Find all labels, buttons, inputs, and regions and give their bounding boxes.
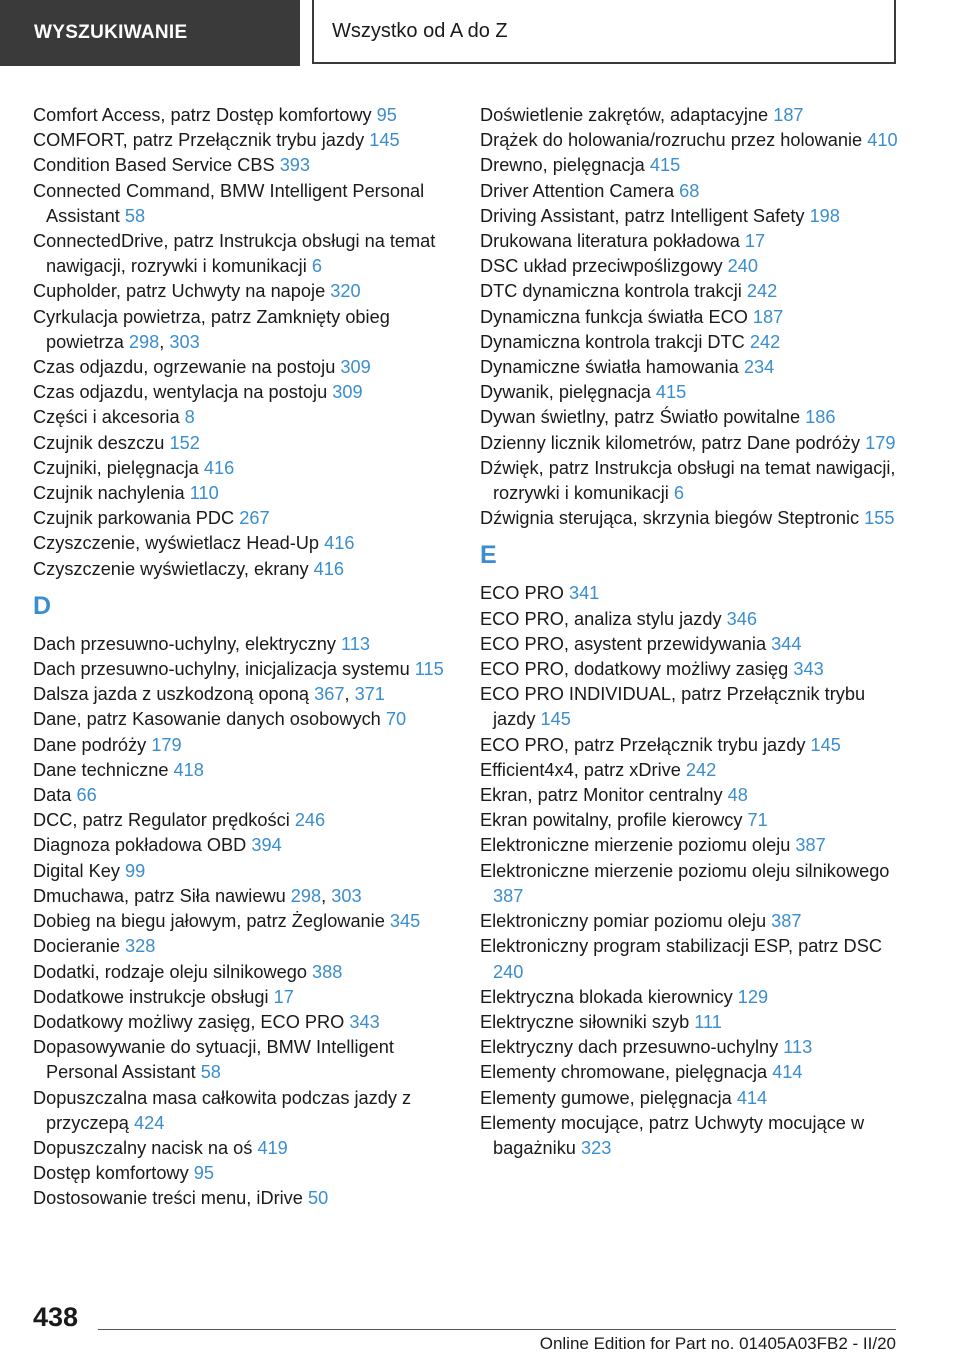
index-entry-term: Dynamiczne światła hamowania	[480, 357, 739, 378]
index-entry-term: Dostęp komfortowy	[33, 1163, 189, 1184]
index-entry-term: Elektryczne siłowniki szyb	[480, 1011, 690, 1032]
page-link[interactable]: 414	[772, 1062, 803, 1083]
index-column-right	[480, 103, 910, 1161]
index-entry-term: Drążek do holowania/rozruchu przez holowanie	[480, 130, 863, 151]
page-link[interactable]: 309	[340, 357, 371, 378]
page-link[interactable]: 155	[864, 508, 895, 529]
page-link[interactable]: 234	[743, 357, 775, 378]
index-entry	[480, 1010, 910, 1035]
index-entry	[480, 254, 910, 279]
index-entry	[480, 607, 910, 632]
index-entry-term: Dopuszczalna masa całkowita podczas jazdy z przyczepą	[33, 1087, 412, 1133]
index-entry	[480, 758, 910, 783]
page-link[interactable]: 267	[239, 508, 270, 529]
index-entry	[33, 859, 463, 884]
index-entry-term: Efficient4x4, patrz xDrive	[480, 759, 681, 780]
page-link[interactable]: 6	[673, 483, 685, 504]
index-entry-term: Cyrkulacja powietrza, patrz Zamknięty obieg powietrza	[33, 306, 390, 352]
index-entry	[480, 682, 910, 732]
index-entry-term: Dynamiczna funkcja światła ECO	[480, 306, 748, 327]
page-link[interactable]: 393	[279, 155, 311, 176]
index-entry-term: Dopasowywanie do sytuacji, BMW Intelligent Personal Assistant	[33, 1037, 394, 1083]
index-entry-term: Doświetlenie zakrętów, adaptacyjne	[480, 105, 769, 125]
page-link[interactable]: 371	[354, 684, 385, 705]
page-link[interactable]: 298	[290, 885, 322, 906]
page-link[interactable]: 48	[727, 785, 748, 806]
page-link[interactable]: 113	[783, 1037, 813, 1058]
page-link[interactable]: 110	[189, 483, 219, 504]
page-link[interactable]: 416	[313, 558, 345, 579]
index-entry-term: Dywan świetlny, patrz Światło powitalne	[480, 407, 801, 428]
page-link[interactable]: 111	[694, 1011, 722, 1032]
index-entry	[33, 1010, 463, 1035]
index-entry	[480, 405, 910, 430]
index-entry	[33, 1136, 463, 1161]
page-link[interactable]: 246	[294, 810, 326, 831]
page-link[interactable]: 240	[727, 256, 759, 277]
page-link[interactable]: 198	[809, 205, 840, 226]
index-entry-term: Driver Attention Camera	[480, 180, 675, 201]
page-link[interactable]: 240	[493, 961, 524, 982]
index-entry	[33, 531, 463, 556]
index-entry-term: Dodatkowy możliwy zasięg, ECO PRO	[33, 1011, 345, 1032]
index-entry	[33, 632, 463, 657]
page-link[interactable]: 58	[200, 1062, 221, 1083]
index-entry	[480, 128, 910, 153]
index-entry-term: DCC, patrz Regulator prędkości	[33, 810, 290, 831]
index-entry: Cyrkulacja powietrza, patrz Zamknięty obieg powietrza 298, 303	[33, 306, 390, 352]
page-link[interactable]: 341	[568, 583, 600, 604]
index-entry-term: Dynamiczna kontrola trakcji DTC	[480, 331, 745, 352]
index-entry-term: Czyszczenie wyświetlaczy, ekrany	[33, 558, 309, 579]
page-link[interactable]: 416	[203, 457, 235, 478]
page-number: 438	[33, 1302, 79, 1332]
index-entry-term: Dywanik, pielęgnacja	[480, 382, 651, 403]
footer-divider	[98, 1329, 896, 1330]
index-entry-term: Cupholder, patrz Uchwyty na napoje	[33, 281, 326, 302]
page-link[interactable]: 323	[580, 1137, 612, 1158]
index-entry-term: Dane podróży	[33, 734, 147, 755]
index-entry	[480, 204, 910, 229]
index-entry-term: Elektryczny dach przesuwno-uchylny	[480, 1037, 779, 1058]
page-link[interactable]: 303	[169, 331, 200, 352]
index-entry-term: Dźwięk, patrz Instrukcja obsługi na temat nawigacji, rozrywki i komunikacji	[480, 457, 896, 504]
page-link[interactable]: 70	[385, 709, 407, 730]
page-link[interactable]: 145	[540, 709, 571, 730]
index-entry	[33, 506, 463, 531]
index-entry	[33, 229, 463, 279]
index-entry-term: Elektroniczny pomiar poziomu oleju	[480, 911, 767, 932]
index-entry	[480, 330, 910, 355]
page-link[interactable]: 17	[273, 986, 294, 1007]
index-entry	[33, 783, 463, 808]
page-link[interactable]: 113	[340, 633, 370, 654]
index-entry-term: Dopuszczalny nacisk na oś	[33, 1137, 253, 1158]
page-link[interactable]: 242	[749, 331, 781, 352]
page-link[interactable]: 328	[125, 936, 156, 957]
index-letter-heading: E	[480, 541, 497, 570]
page-link[interactable]: 346	[726, 608, 758, 629]
index-entry	[480, 733, 910, 758]
page-link[interactable]: 179	[151, 734, 182, 755]
index-entry	[480, 934, 910, 984]
index-entry	[480, 581, 910, 606]
page-link[interactable]: 424	[133, 1112, 165, 1133]
index-entry	[480, 909, 910, 934]
index-entry	[33, 103, 463, 128]
page-link[interactable]: 415	[655, 382, 687, 403]
index-entry	[480, 985, 910, 1010]
page-link[interactable]: 416	[324, 533, 355, 554]
index-entry-term: Dobieg na biegu jałowym, patrz Żeglowanie	[33, 911, 385, 932]
index-entry	[33, 1161, 463, 1186]
page-link[interactable]: 387	[493, 885, 524, 906]
index-entry-term: Docieranie	[33, 936, 120, 957]
index-entry	[33, 405, 463, 430]
index-entry	[33, 985, 463, 1010]
index-entry-term: ECO PRO, analiza stylu jazdy	[480, 608, 722, 629]
page-link[interactable]: 17	[744, 231, 766, 252]
page-link[interactable]: 387	[771, 911, 802, 932]
index-entry-term: Connected Command, BMW Intelligent Personal Assistant	[33, 180, 425, 226]
page-link[interactable]: 99	[125, 860, 146, 881]
index-entry-term: Drewno, pielęgnacja	[480, 155, 645, 176]
page-link[interactable]: 343	[793, 659, 824, 680]
page-link[interactable]: 345	[389, 911, 421, 932]
page-link[interactable]: 410	[867, 130, 898, 151]
index-entry	[33, 355, 463, 380]
index-entry-term: Dodatki, rodzaje oleju silnikowego	[33, 961, 307, 982]
index-entry	[480, 305, 910, 330]
page-link[interactable]: 115	[414, 659, 444, 680]
page-link[interactable]: 367	[314, 684, 345, 705]
index-entry-term: Dostosowanie treści menu, iDrive	[33, 1188, 303, 1209]
index-entry-term: Dane, patrz Kasowanie danych osobowych	[33, 709, 381, 730]
index-entry: Dalsza jazda z uszkodzoną oponą 367, 371	[33, 684, 385, 705]
chapter-tab[interactable]: Wszystko od A do Z	[312, 0, 896, 64]
page-link[interactable]: 58	[124, 205, 146, 226]
edition-info: Online Edition for Part no. 01405A03FB2 - II/20	[539, 1334, 896, 1353]
index-entry	[33, 179, 463, 229]
index-entry	[33, 808, 463, 833]
page-link[interactable]: 145	[369, 130, 400, 151]
index-entry-term: Elektryczna blokada kierownicy	[480, 986, 733, 1007]
index-entry	[480, 456, 910, 506]
index-entry-term: Diagnoza pokładowa OBD	[33, 835, 247, 856]
index-entry-term: Condition Based Service CBS	[33, 155, 275, 176]
page-link[interactable]: 179	[865, 432, 896, 453]
index-entry	[33, 1035, 463, 1085]
index-entry-term: Elementy chromowane, pielęgnacja	[480, 1062, 768, 1083]
page-link[interactable]: 242	[746, 281, 778, 302]
index-entry	[480, 380, 910, 405]
index-entry	[480, 179, 910, 204]
page-link[interactable]: 145	[810, 734, 841, 755]
index-entry	[480, 859, 910, 909]
page-header	[0, 0, 960, 66]
index-entry-term: Elementy gumowe, pielęgnacja	[480, 1087, 732, 1108]
page-link[interactable]: 186	[805, 407, 836, 428]
page-link[interactable]: 242	[685, 759, 717, 780]
index-entry-term: COMFORT, patrz Przełącznik trybu jazdy	[33, 130, 365, 151]
page-link[interactable]: 419	[257, 1137, 288, 1158]
index-entry-term: ECO PRO, dodatkowy możliwy zasięg	[480, 659, 789, 680]
page-link[interactable]: 50	[307, 1188, 329, 1209]
page-link[interactable]: 152	[169, 432, 200, 453]
page-link[interactable]: 129	[737, 986, 769, 1007]
section-tab-search[interactable]: WYSZUKIWANIE	[0, 0, 300, 66]
index-entry: Dmuchawa, patrz Siła nawiewu 298, 303	[33, 885, 362, 906]
index-entry	[480, 632, 910, 657]
index-entry-term: Ekran, patrz Monitor centralny	[480, 785, 723, 806]
index-entry-term: DTC dynamiczna kontrola trakcji	[480, 281, 742, 302]
index-entry	[33, 934, 463, 959]
page-link[interactable]: 95	[376, 105, 397, 125]
page-link[interactable]: 95	[193, 1163, 214, 1184]
index-entry	[480, 153, 910, 178]
index-entry	[480, 1111, 910, 1161]
index-entry	[33, 758, 463, 783]
page-link[interactable]: 415	[649, 155, 681, 176]
index-entry-term: Elektroniczne mierzenie poziomu oleju silnikowego	[480, 860, 890, 881]
index-entry	[33, 657, 463, 682]
index-entry-term: Elementy mocujące, patrz Uchwyty mocujące w bagażniku	[480, 1112, 865, 1158]
index-entry-term: Czujnik nachylenia	[33, 483, 185, 504]
index-entry	[480, 833, 910, 858]
index-entry-term: Elektroniczne mierzenie poziomu oleju	[480, 835, 791, 856]
index-entry	[33, 153, 463, 178]
index-entry	[480, 431, 910, 456]
index-entry	[480, 1060, 910, 1085]
index-entry-term: Czujnik parkowania PDC	[33, 508, 235, 529]
index-entry-term: Dodatkowe instrukcje obsługi	[33, 986, 269, 1007]
page-link[interactable]: 187	[752, 306, 784, 327]
index-entry-term: Czujniki, pielęgnacja	[33, 457, 199, 478]
index-entry	[33, 909, 463, 934]
page-link[interactable]: 414	[736, 1087, 768, 1108]
page-link[interactable]: 66	[76, 785, 97, 806]
index-entry-term: ECO PRO INDIVIDUAL, patrz Przełącznik trybu jazdy	[480, 684, 866, 730]
index-letter-heading: D	[33, 591, 52, 620]
page-link[interactable]: 309	[332, 382, 363, 403]
index-entry	[480, 1086, 910, 1111]
index-entry	[33, 128, 463, 153]
index-entry-term: Digital Key	[33, 860, 120, 881]
index-entry	[480, 279, 910, 304]
index-entry	[33, 431, 463, 456]
page-link[interactable]: 68	[679, 180, 700, 201]
index-entry	[33, 833, 463, 858]
index-entry	[480, 783, 910, 808]
index-entry-term: Elektroniczny program stabilizacji ESP, patrz DSC	[480, 936, 882, 957]
index-entry-term: Comfort Access, patrz Dostęp komfortowy	[33, 105, 372, 125]
index-entry-term: Czas odjazdu, ogrzewanie na postoju	[33, 357, 336, 378]
index-entry-term: Dach przesuwno-uchylny, inicjalizacja systemu	[33, 659, 410, 680]
index-entry	[33, 1086, 463, 1136]
index-entry-term: ConnectedDrive, patrz Instrukcja obsługi na temat nawigacji, rozrywki i komunikacji	[33, 231, 436, 277]
index-entry	[480, 808, 910, 833]
index-entry	[33, 279, 463, 304]
page-link[interactable]: 8	[184, 407, 195, 428]
index-entry	[480, 229, 910, 254]
page-link[interactable]: 303	[331, 885, 362, 906]
index-entry	[33, 960, 463, 985]
index-entry	[480, 657, 910, 682]
page-link[interactable]: 6	[311, 256, 322, 277]
index-entry	[480, 103, 910, 128]
index-entry	[33, 733, 463, 758]
page-link[interactable]: 387	[795, 835, 826, 856]
index-entry	[33, 707, 463, 732]
index-entry	[480, 1035, 910, 1060]
index-column-left	[33, 103, 463, 1212]
index-entry-term: Ekran powitalny, profile kierowcy	[480, 810, 743, 831]
page-link[interactable]: 418	[173, 759, 204, 780]
index-entry	[33, 456, 463, 481]
index-entry	[33, 557, 463, 582]
index-entry-term: Części i akcesoria	[33, 407, 180, 428]
index-entry-term: Czas odjazdu, wentylacja na postoju	[33, 382, 328, 403]
index-entry-term: DSC układ przeciwpoślizgowy	[480, 256, 723, 277]
page-link[interactable]: 71	[747, 810, 768, 831]
index-entry-term: Czyszczenie, wyświetlacz Head-Up	[33, 533, 320, 554]
index-entry	[33, 1186, 463, 1211]
index-entry	[33, 380, 463, 405]
index-entry-term: Dach przesuwno-uchylny, elektryczny	[33, 633, 336, 654]
index-entry-term: ECO PRO, patrz Przełącznik trybu jazdy	[480, 734, 806, 755]
index-entry-term: Dalsza jazda z uszkodzoną oponą	[33, 684, 310, 705]
page-link[interactable]: 344	[771, 633, 802, 654]
page-link[interactable]: 388	[312, 961, 343, 982]
index-entry	[480, 355, 910, 380]
index-entry-term: Dane techniczne	[33, 759, 169, 780]
index-entry-term: Data	[33, 785, 72, 806]
index-entry-term: ECO PRO	[480, 583, 564, 604]
index-entry-term: Czujnik deszczu	[33, 432, 165, 453]
index-entry-term: Dmuchawa, patrz Siła nawiewu	[33, 885, 286, 906]
index-entry-term: Dzienny licznik kilometrów, patrz Dane podróży	[480, 432, 861, 453]
index-entry-term: ECO PRO, asystent przewidywania	[480, 633, 767, 654]
index-entry	[480, 506, 910, 531]
page-link[interactable]: 343	[349, 1011, 380, 1032]
page-link[interactable]: 394	[251, 835, 282, 856]
index-entry	[33, 481, 463, 506]
page-link[interactable]: 320	[330, 281, 361, 302]
page-link[interactable]: 298	[128, 331, 160, 352]
index-entry-term: Dźwignia sterująca, skrzynia biegów Steptronic	[480, 508, 860, 529]
index-entry-term: Drukowana literatura pokładowa	[480, 231, 740, 252]
index-entry-term: Driving Assistant, patrz Intelligent Safety	[480, 205, 805, 226]
page-link[interactable]: 187	[773, 105, 804, 125]
